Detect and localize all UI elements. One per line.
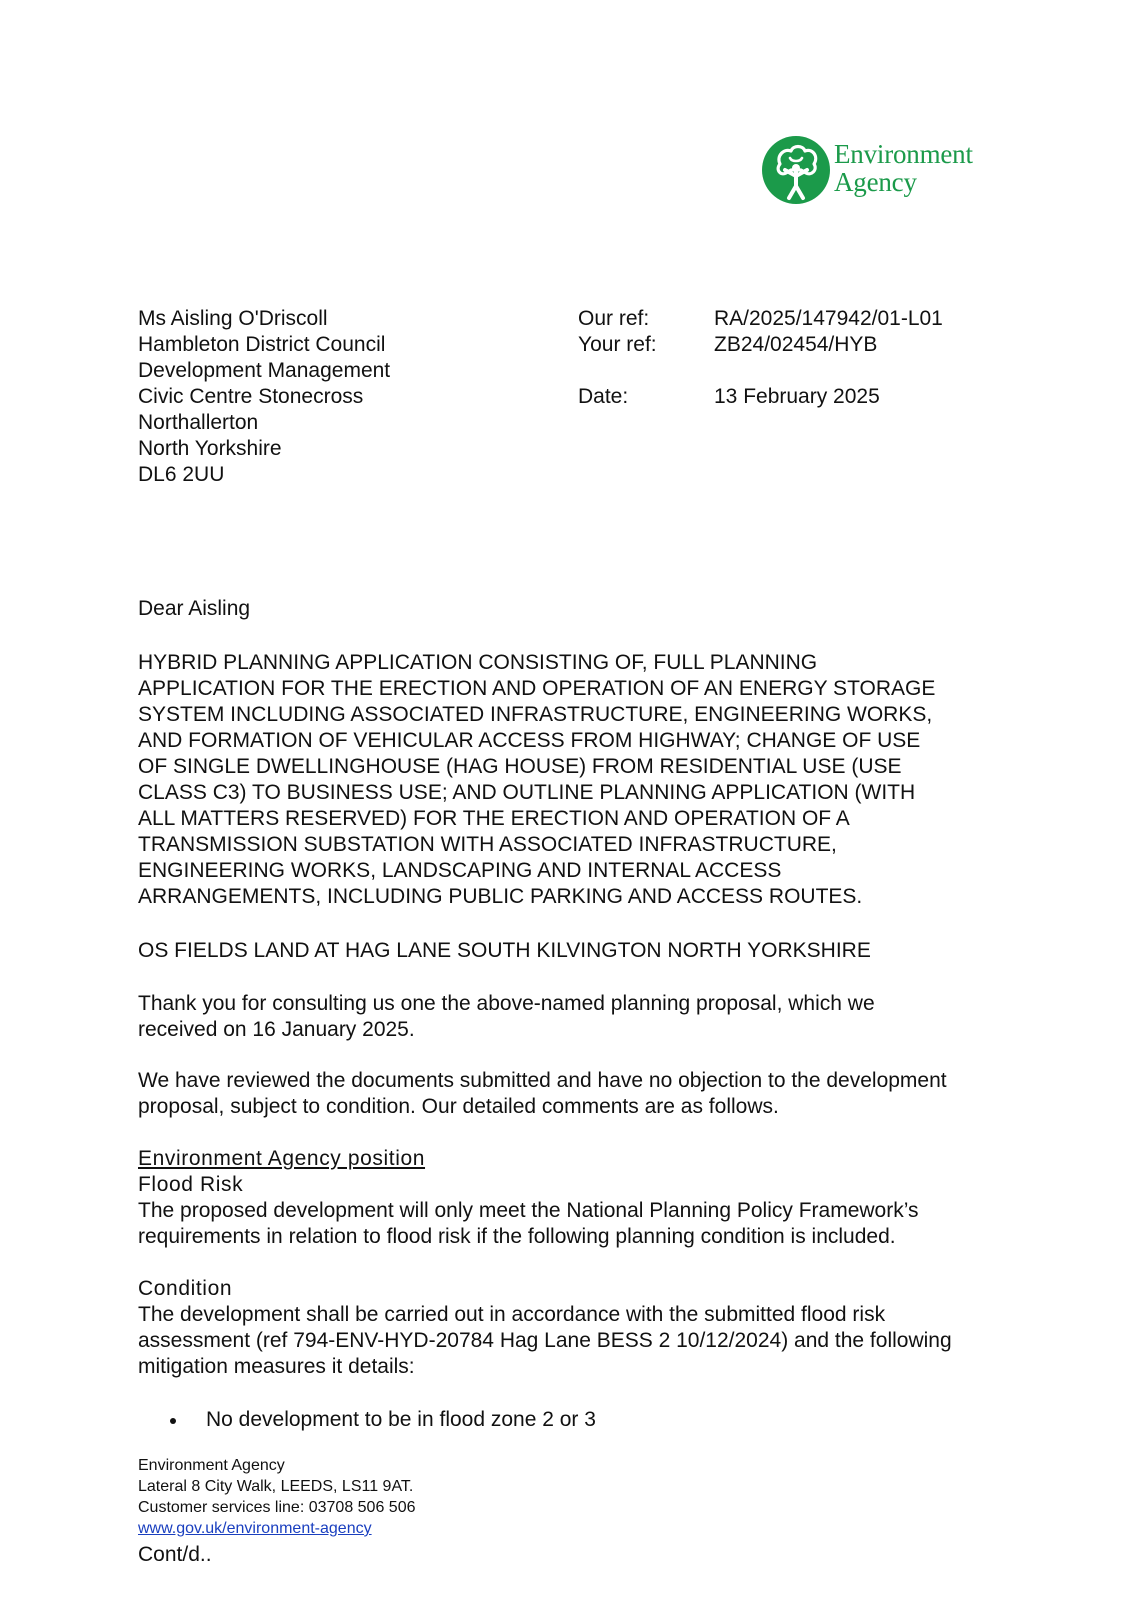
paragraph-line: Thank you for consulting us one the above-named planning proposal, which we	[138, 992, 875, 1015]
date-value: 13 February 2025	[714, 385, 880, 408]
flood-risk-paragraph	[138, 1198, 919, 1250]
address-line: North Yorkshire	[138, 437, 282, 460]
continued-marker: Cont/d..	[138, 1543, 212, 1566]
environment-agency-logo	[760, 134, 1010, 206]
footer-phone: Customer services line: 03708 506 506	[138, 1499, 416, 1516]
address-line: Northallerton	[138, 411, 259, 434]
footer	[138, 1455, 416, 1539]
mitigation-list	[170, 1407, 596, 1433]
footer-address: Lateral 8 City Walk, LEEDS, LS11 9AT.	[138, 1478, 414, 1495]
footer-org: Environment Agency	[138, 1457, 285, 1474]
address-line: Hambleton District Council	[138, 333, 386, 356]
subject-line: OF SINGLE DWELLINGHOUSE (HAG HOUSE) FROM RESIDENTIAL USE (USE	[138, 755, 902, 778]
footer-website-link[interactable]: www.gov.uk/environment-agency	[138, 1520, 372, 1537]
subject-line: APPLICATION FOR THE ERECTION AND OPERATION OF AN ENERGY STORAGE	[138, 677, 936, 700]
subject-line: ARRANGEMENTS, INCLUDING PUBLIC PARKING AND ACCESS ROUTES.	[138, 885, 863, 908]
list-item	[170, 1407, 596, 1433]
address-line: Civic Centre Stonecross	[138, 385, 364, 408]
paragraph-line: The development shall be carried out in accordance with the submitted flood risk	[138, 1303, 886, 1326]
subject-line: ALL MATTERS RESERVED) FOR THE ERECTION AND OPERATION OF A	[138, 807, 850, 830]
logo-line-environment: Environment	[834, 139, 973, 169]
subject-line: AND FORMATION OF VEHICULAR ACCESS FROM HIGHWAY; CHANGE OF USE	[138, 729, 921, 752]
paragraph-line: mitigation measures it details:	[138, 1355, 415, 1378]
your-ref-value: ZB24/02454/HYB	[714, 333, 878, 356]
paragraph-line: The proposed development will only meet the National Planning Policy Framework’s	[138, 1199, 919, 1222]
condition-paragraph	[138, 1302, 952, 1380]
subject-line: CLASS C3) TO BUSINESS USE; AND OUTLINE PLANNING APPLICATION (WITH	[138, 781, 916, 804]
bullet-icon	[170, 1418, 176, 1424]
logo-line-agency: Agency	[834, 167, 917, 197]
list-item-text: No development to be in flood zone 2 or 3	[206, 1408, 596, 1431]
position-heading: Environment Agency position	[138, 1147, 426, 1170]
our-ref-label: Our ref:	[578, 307, 650, 330]
application-subject	[138, 650, 935, 910]
subject-line: TRANSMISSION SUBSTATION WITH ASSOCIATED INFRASTRUCTURE,	[138, 833, 837, 856]
subject-line: HYBRID PLANNING APPLICATION CONSISTING OF, FULL PLANNING	[138, 651, 818, 674]
tree-figure-icon	[760, 134, 832, 206]
address-line: DL6 2UU	[138, 463, 225, 486]
paragraph-line: assessment (ref 794-ENV-HYD-20784 Hag Lane BESS 2 10/12/2024) and the following	[138, 1329, 952, 1352]
paragraph-line: We have reviewed the documents submitted and have no objection to the development	[138, 1069, 947, 1092]
subject-line: ENGINEERING WORKS, LANDSCAPING AND INTERNAL ACCESS	[138, 859, 782, 882]
recipient-address	[138, 306, 390, 488]
site-address: OS FIELDS LAND AT HAG LANE SOUTH KILVINGTON NORTH YORKSHIRE	[138, 939, 871, 962]
date-label: Date:	[578, 385, 629, 408]
paragraph-line: received on 16 January 2025.	[138, 1018, 415, 1041]
address-line: Ms Aisling O'Driscoll	[138, 307, 328, 330]
address-line: Development Management	[138, 359, 391, 382]
salutation: Dear Aisling	[138, 597, 251, 620]
condition-heading: Condition	[138, 1277, 233, 1300]
paragraph-line: proposal, subject to condition. Our detailed comments are as follows.	[138, 1095, 779, 1118]
review-paragraph	[138, 1068, 947, 1120]
your-ref-label: Your ref:	[578, 333, 657, 356]
consultation-paragraph	[138, 991, 875, 1043]
our-ref-value: RA/2025/147942/01-L01	[714, 307, 943, 330]
paragraph-line: requirements in relation to flood risk if the following planning condition is included.	[138, 1225, 896, 1248]
flood-risk-heading: Flood Risk	[138, 1173, 244, 1196]
subject-line: SYSTEM INCLUDING ASSOCIATED INFRASTRUCTURE, ENGINEERING WORKS,	[138, 703, 933, 726]
